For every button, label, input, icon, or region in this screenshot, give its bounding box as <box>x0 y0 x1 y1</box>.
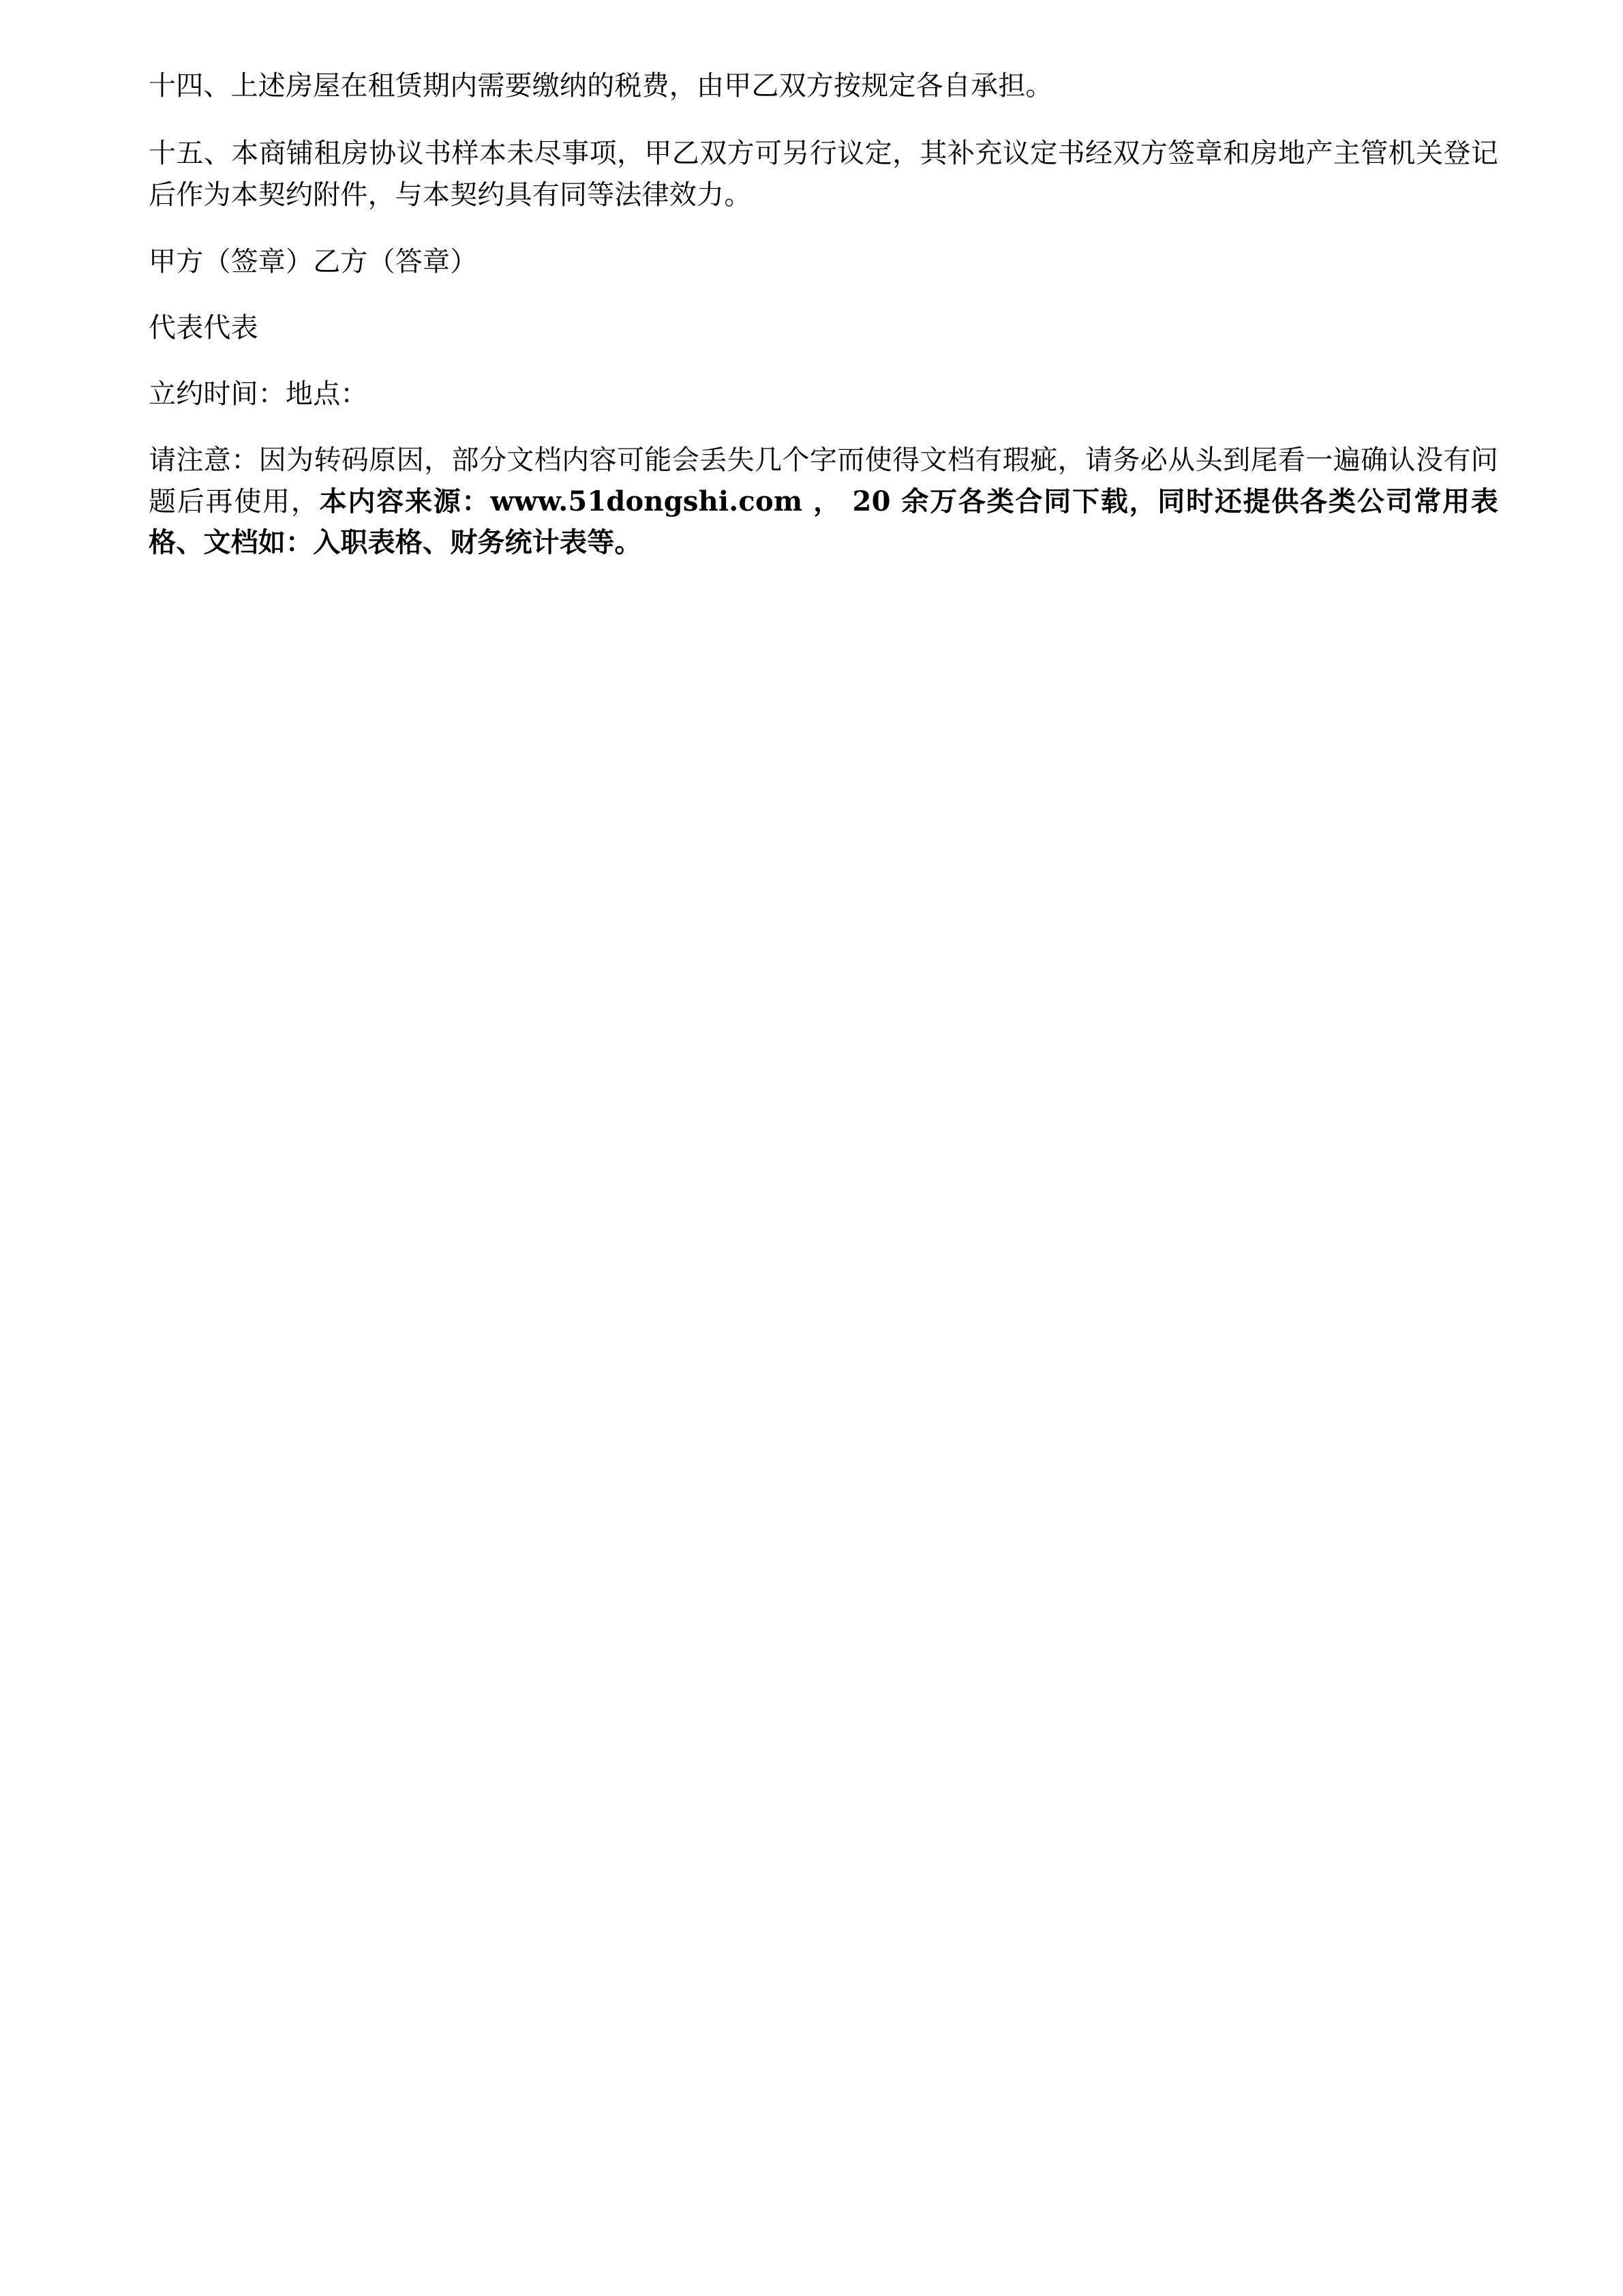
notice-source-label: 本内容来源： <box>319 485 491 517</box>
paragraph-clause-15: 十五、本商铺租房协议书样本未尽事项，甲乙双方可另行议定，其补充议定书经双方签章和房地产主管机关登记后作为本契约附件，与本契约具有同等法律效力。 <box>149 137 1498 211</box>
notice-paragraph <box>149 440 1498 564</box>
notice-source-url: www.51dongshi.com <box>490 485 803 517</box>
notice-lead-text: 请注意：因为转码原因，部分文档内容可能会丢失几个字而使得文档有瑕疵，请务必从头到尾看一遍确认没有问题后再使用， <box>149 444 1498 517</box>
paragraph-signature-line: 甲方（签章）乙方（答章） <box>149 246 478 278</box>
paragraph-clause-14: 十四、上述房屋在租赁期内需要缴纳的税费，由甲乙双方按规定各自承担。 <box>149 70 1053 102</box>
paragraph-date-place-line: 立约时间：地点： <box>149 378 368 410</box>
paragraph-representative-line: 代表代表 <box>149 312 258 344</box>
document-body <box>149 65 1498 564</box>
notice-tail-text: ， 20 余万各类合同下载，同时还提供各类公司常用表格、文档如：入职表格、财务统计表等。 <box>149 485 1499 559</box>
